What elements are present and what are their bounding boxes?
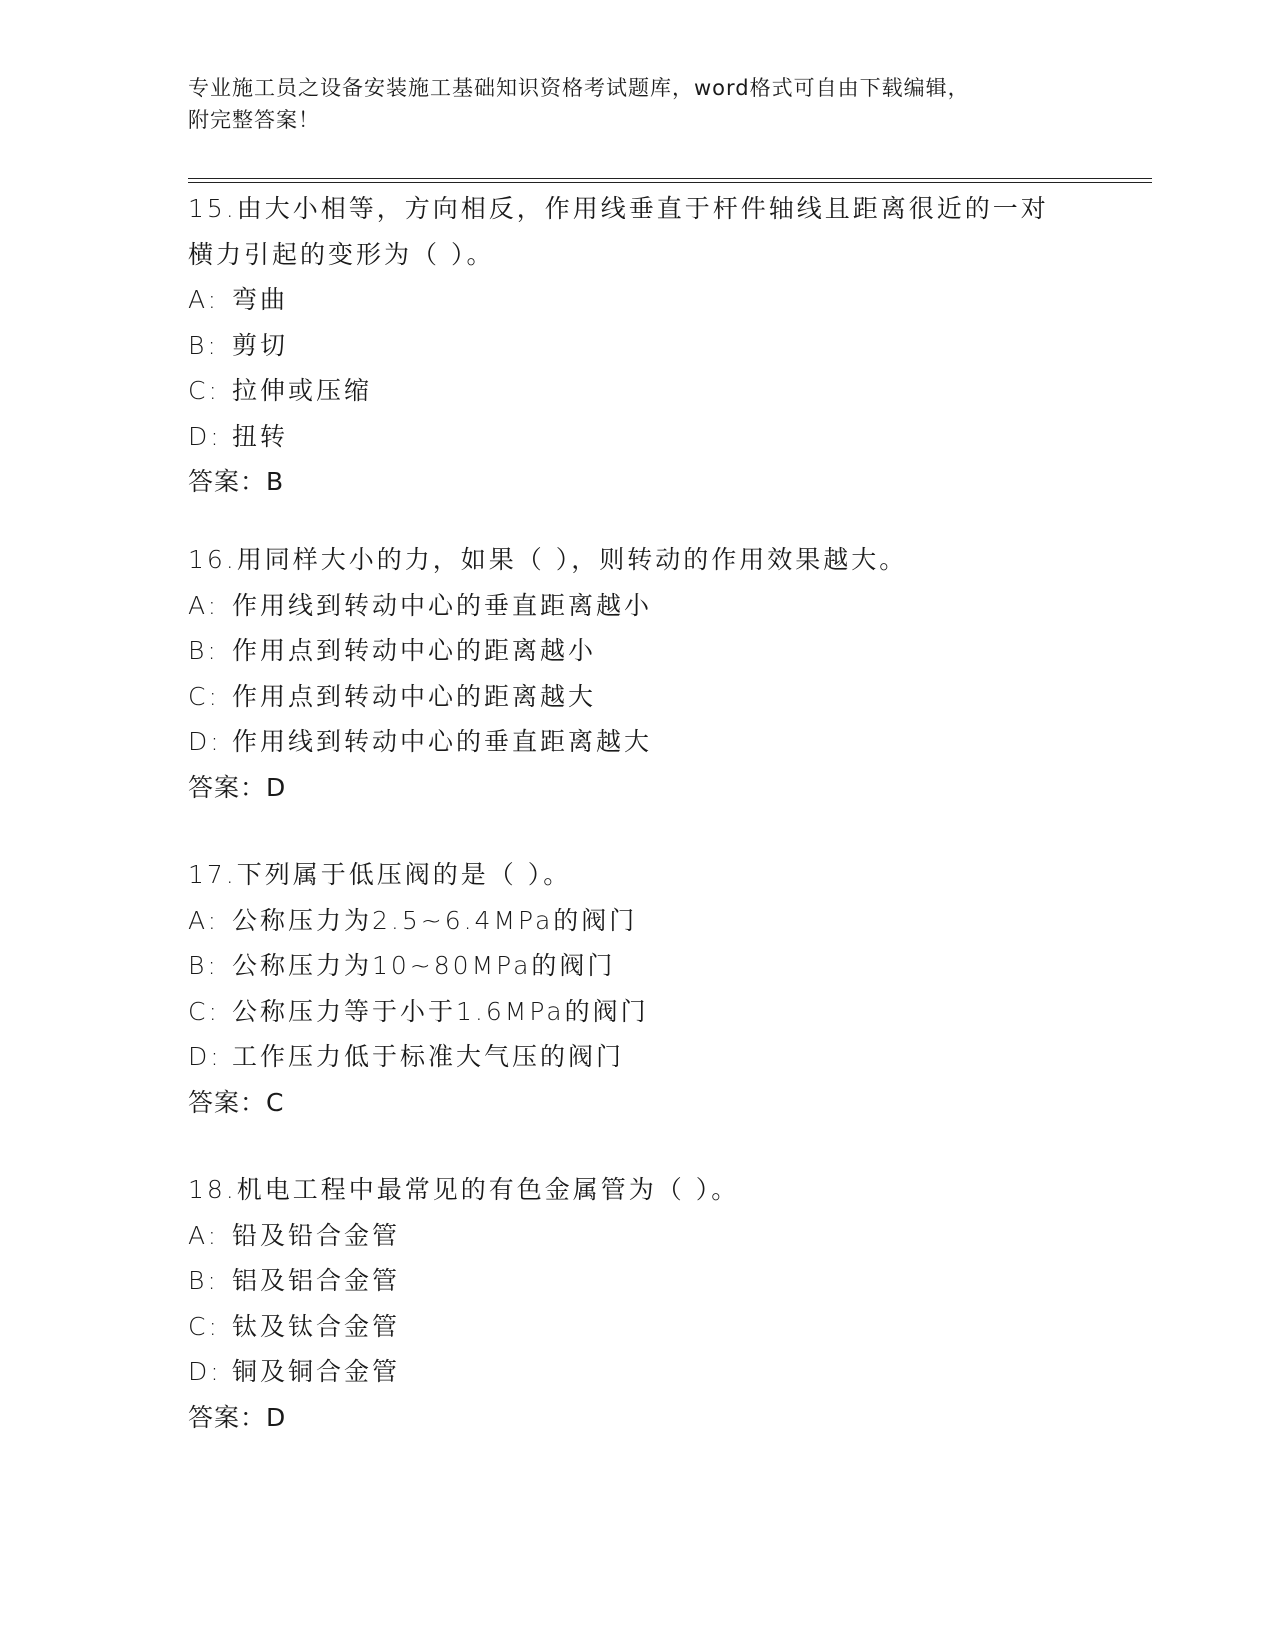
- option-text: 扭转: [232, 421, 289, 451]
- option-text: 铜及铜合金管: [232, 1357, 401, 1386]
- question-text: [188, 186, 1088, 277]
- question-line: 15.由大小相等，方向相反，作用线垂直于杆件轴线且距离很近的一对: [188, 194, 1049, 223]
- option-d: [188, 1349, 1088, 1395]
- option-text: 作用点到转动中心的距离越小: [232, 636, 597, 665]
- option-b: [188, 323, 1088, 369]
- option-c: [188, 674, 1088, 720]
- option-text: 钛及钛合金管: [232, 1311, 401, 1341]
- question-text: [188, 537, 1088, 583]
- answer-line: 答案：D: [188, 1402, 287, 1432]
- question-17: [188, 852, 1088, 1125]
- answer-line: 答案：C: [188, 1087, 285, 1117]
- option-letter: D:: [188, 727, 222, 756]
- option-letter: D:: [188, 421, 222, 451]
- question-line: 横力引起的变形为（ ）。: [188, 239, 495, 269]
- option-text: 工作压力低于标准大气压的阀门: [232, 1042, 625, 1071]
- header-line-1: 专业施工员之设备安装施工基础知识资格考试题库，word格式可自由下载编辑，: [188, 76, 970, 100]
- option-letter: B:: [188, 636, 219, 665]
- answer-line: 答案：B: [188, 467, 285, 496]
- question-16: [188, 537, 1088, 810]
- question-text: [188, 1167, 1088, 1213]
- option-b: [188, 628, 1088, 674]
- answer-line: 答案：D: [188, 772, 287, 802]
- option-text: 剪切: [232, 330, 289, 360]
- option-a: [188, 583, 1088, 629]
- option-letter: B:: [188, 951, 219, 980]
- question-15: [188, 186, 1088, 505]
- option-text: 公称压力为10~80MPa的阀门: [232, 951, 616, 980]
- option-letter: C:: [188, 996, 220, 1026]
- option-b: [188, 1258, 1088, 1304]
- header-divider: [188, 178, 1152, 183]
- option-text: 作用点到转动中心的距离越大: [232, 681, 597, 711]
- question-18: [188, 1167, 1088, 1440]
- option-d: [188, 719, 1088, 765]
- option-d: [188, 414, 1088, 460]
- option-d: [188, 1034, 1088, 1080]
- option-letter: C:: [188, 376, 220, 405]
- option-text: 弯曲: [232, 285, 289, 314]
- option-letter: A:: [188, 285, 220, 314]
- option-letter: B:: [188, 1266, 219, 1295]
- option-c: [188, 1304, 1088, 1350]
- option-text: 作用线到转动中心的垂直距离越大: [232, 727, 653, 756]
- option-text: 公称压力等于小于1.6MPa的阀门: [232, 996, 649, 1026]
- option-c: [188, 368, 1088, 414]
- option-letter: A:: [188, 1220, 220, 1250]
- option-text: 公称压力为2.5~6.4MPa的阀门: [232, 905, 638, 935]
- option-letter: D:: [188, 1357, 222, 1386]
- option-a: [188, 1213, 1088, 1259]
- question-line: 16.用同样大小的力，如果（ ），则转动的作用效果越大。: [188, 545, 908, 574]
- option-letter: D:: [188, 1042, 222, 1071]
- option-letter: B:: [188, 330, 219, 360]
- option-letter: A:: [188, 590, 220, 620]
- document-header: [188, 72, 1088, 136]
- option-letter: C:: [188, 1311, 220, 1341]
- option-letter: C:: [188, 681, 220, 711]
- option-text: 铝及铝合金管: [232, 1266, 401, 1295]
- option-c: [188, 989, 1088, 1035]
- option-text: 作用线到转动中心的垂直距离越小: [232, 590, 653, 620]
- question-text: [188, 852, 1088, 898]
- option-b: [188, 943, 1088, 989]
- option-text: 拉伸或压缩: [232, 376, 373, 405]
- header-line-2: 附完整答案！: [188, 108, 320, 132]
- option-a: [188, 277, 1088, 323]
- option-letter: A:: [188, 905, 220, 935]
- question-line: 17.下列属于低压阀的是（ ）。: [188, 860, 572, 889]
- option-a: [188, 898, 1088, 944]
- question-line: 18.机电工程中最常见的有色金属管为（ ）。: [188, 1175, 740, 1204]
- option-text: 铅及铅合金管: [232, 1220, 401, 1250]
